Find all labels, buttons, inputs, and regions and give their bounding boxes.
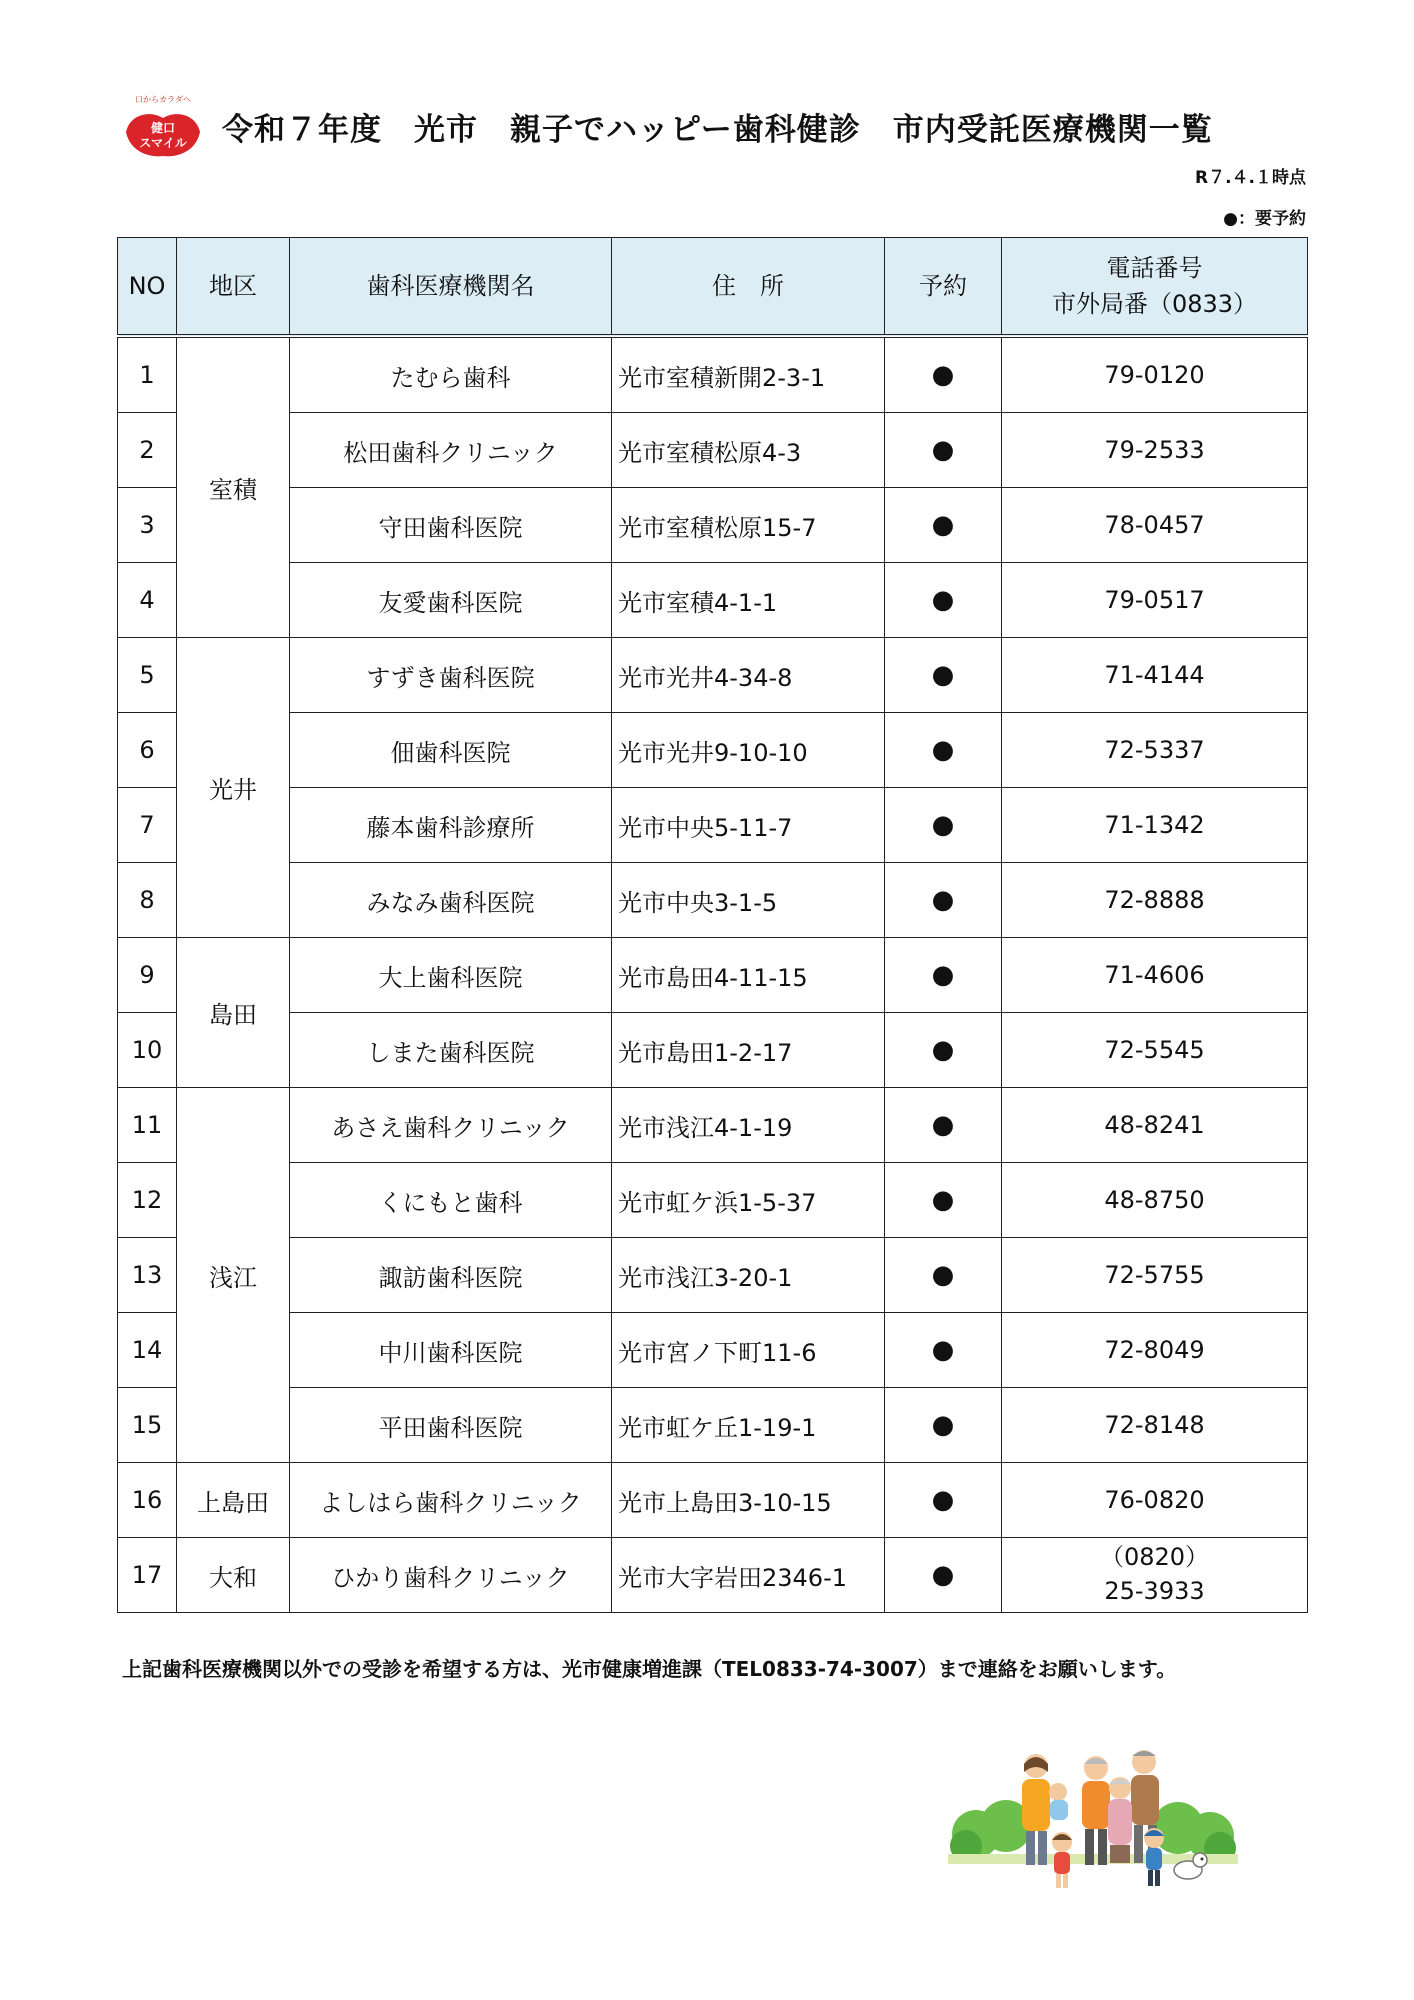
clinic-address: 光市上島田3-10-15 (612, 1463, 885, 1538)
clinic-name: 中川歯科医院 (290, 1313, 612, 1388)
header-address: 住 所 (612, 238, 885, 337)
clinic-phone: 71-4144 (1002, 638, 1308, 713)
row-no: 10 (118, 1013, 177, 1088)
clinic-address: 光市浅江3-20-1 (612, 1238, 885, 1313)
clinic-name: 松田歯科クリニック (290, 413, 612, 488)
clinic-phone: 78-0457 (1002, 488, 1308, 563)
table-row (118, 713, 1308, 788)
reservation-mark: ● (885, 1238, 1002, 1313)
clinic-name: すずき歯科医院 (290, 638, 612, 713)
header-phone-line1: 電話番号 (1106, 254, 1203, 282)
reservation-mark: ● (885, 938, 1002, 1013)
row-no: 4 (118, 563, 177, 638)
phone-area-code: （0820） (1099, 1543, 1210, 1572)
header-name: 歯科医療機関名 (290, 238, 612, 337)
table-row (118, 1463, 1308, 1538)
table-row (118, 1238, 1308, 1313)
table-row (118, 563, 1308, 638)
row-no: 2 (118, 413, 177, 488)
contact-note: 上記歯科医療機関以外での受診を希望する方は、光市健康増進課（TEL0833-74-3007）まで連絡をお願いします。 (122, 1657, 1177, 1681)
clinic-phone: 72-5337 (1002, 713, 1308, 788)
row-no: 12 (118, 1163, 177, 1238)
row-no: 9 (118, 938, 177, 1013)
logo-tagline: 口からカラダへ (135, 95, 191, 104)
header-district: 地区 (177, 238, 290, 337)
row-no: 6 (118, 713, 177, 788)
phone-number: 25-3933 (1104, 1577, 1205, 1605)
clinic-phone: 72-8148 (1002, 1388, 1308, 1463)
district-cell: 室積 (177, 336, 290, 638)
reservation-mark: ● (885, 1313, 1002, 1388)
table-row (118, 938, 1308, 1013)
reservation-mark: ● (885, 488, 1002, 563)
clinic-phone: 72-5755 (1002, 1238, 1308, 1313)
clinic-name: 友愛歯科医院 (290, 563, 612, 638)
clinic-address: 光市中央3-1-5 (612, 863, 885, 938)
clinic-phone: 79-0120 (1002, 336, 1308, 413)
reservation-mark: ● (885, 713, 1002, 788)
clinic-address: 光市室積松原15-7 (612, 488, 885, 563)
table-row (118, 1163, 1308, 1238)
clinic-name: 藤本歯科診療所 (290, 788, 612, 863)
table-row (118, 1388, 1308, 1463)
clinic-phone: 79-0517 (1002, 563, 1308, 638)
clinic-address: 光市虹ケ浜1-5-37 (612, 1163, 885, 1238)
table-row (118, 336, 1308, 413)
clinic-address: 光市室積新開2-3-1 (612, 336, 885, 413)
reservation-mark: ● (885, 863, 1002, 938)
clinic-phone: 48-8750 (1002, 1163, 1308, 1238)
clinic-name: ひかり歯科クリニック (290, 1538, 612, 1613)
row-no: 3 (118, 488, 177, 563)
clinic-name: くにもと歯科 (290, 1163, 612, 1238)
row-no: 16 (118, 1463, 177, 1538)
table-row (118, 1313, 1308, 1388)
district-cell: 大和 (177, 1538, 290, 1613)
table-row (118, 788, 1308, 863)
clinic-name: みなみ歯科医院 (290, 863, 612, 938)
page-title: 令和７年度 光市 親子でハッピー歯科健診 市内受託医療機関一覧 (222, 112, 1213, 148)
table-row (118, 413, 1308, 488)
reservation-mark: ● (885, 788, 1002, 863)
clinic-address: 光市室積4-1-1 (612, 563, 885, 638)
clinic-address: 光市中央5-11-7 (612, 788, 885, 863)
clinic-name: 守田歯科医院 (290, 488, 612, 563)
row-no: 17 (118, 1538, 177, 1613)
district-cell: 島田 (177, 938, 290, 1088)
table-row (118, 638, 1308, 713)
clinic-address: 光市浅江4-1-19 (612, 1088, 885, 1163)
row-no: 1 (118, 336, 177, 413)
clinic-address: 光市島田4-11-15 (612, 938, 885, 1013)
row-no: 5 (118, 638, 177, 713)
reservation-mark: ● (885, 1463, 1002, 1538)
table-header-row (118, 238, 1308, 337)
clinic-address: 光市室積松原4-3 (612, 413, 885, 488)
reservation-mark: ● (885, 1163, 1002, 1238)
clinic-name: 佃歯科医院 (290, 713, 612, 788)
row-no: 14 (118, 1313, 177, 1388)
clinic-name: 諏訪歯科医院 (290, 1238, 612, 1313)
reservation-mark: ● (885, 638, 1002, 713)
row-no: 7 (118, 788, 177, 863)
clinic-phone (1002, 1538, 1308, 1613)
clinic-name: よしはら歯科クリニック (290, 1463, 612, 1538)
header-phone (1002, 238, 1308, 337)
table-row (118, 1538, 1308, 1613)
clinic-name: 平田歯科医院 (290, 1388, 612, 1463)
table-row (118, 488, 1308, 563)
reservation-mark: ● (885, 1538, 1002, 1613)
header-no: NO (118, 238, 177, 337)
logo-text-bottom: スマイル (139, 136, 187, 150)
reservation-mark: ● (885, 1013, 1002, 1088)
clinic-phone: 71-4606 (1002, 938, 1308, 1013)
district-cell: 光井 (177, 638, 290, 938)
clinic-name: あさえ歯科クリニック (290, 1088, 612, 1163)
clinic-address: 光市宮ノ下町11-6 (612, 1313, 885, 1388)
clinic-phone: 71-1342 (1002, 788, 1308, 863)
table-row (118, 1088, 1308, 1163)
clinic-address: 光市虹ケ丘1-19-1 (612, 1388, 885, 1463)
row-no: 15 (118, 1388, 177, 1463)
clinic-name: たむら歯科 (290, 336, 612, 413)
clinic-name: しまた歯科医院 (290, 1013, 612, 1088)
as-of-date: R７.４.１時点 (1194, 168, 1306, 188)
reservation-mark: ● (885, 563, 1002, 638)
clinic-phone: 72-5545 (1002, 1013, 1308, 1088)
row-no: 11 (118, 1088, 177, 1163)
clinic-phone: 72-8888 (1002, 863, 1308, 938)
clinic-address: 光市島田1-2-17 (612, 1013, 885, 1088)
clinic-address: 光市大字岩田2346-1 (612, 1538, 885, 1613)
clinic-address: 光市光井9-10-10 (612, 713, 885, 788)
clinic-name: 大上歯科医院 (290, 938, 612, 1013)
reservation-mark: ● (885, 336, 1002, 413)
clinic-phone: 72-8049 (1002, 1313, 1308, 1388)
reservation-legend: ●：要予約 (1223, 209, 1306, 229)
clinic-phone: 79-2533 (1002, 413, 1308, 488)
district-cell: 浅江 (177, 1088, 290, 1463)
header-phone-line2: 市外局番（0833） (1051, 290, 1258, 318)
logo-text-top: 健口 (150, 121, 176, 135)
header-reservation: 予約 (885, 238, 1002, 337)
district-cell: 上島田 (177, 1463, 290, 1538)
table-row (118, 1013, 1308, 1088)
row-no: 13 (118, 1238, 177, 1313)
clinic-address: 光市光井4-34-8 (612, 638, 885, 713)
clinic-phone: 76-0820 (1002, 1463, 1308, 1538)
clinic-phone: 48-8241 (1002, 1088, 1308, 1163)
reservation-mark: ● (885, 413, 1002, 488)
reservation-mark: ● (885, 1388, 1002, 1463)
reservation-mark: ● (885, 1088, 1002, 1163)
row-no: 8 (118, 863, 177, 938)
family-illustration (948, 1742, 1238, 1902)
kenko-smile-logo (120, 92, 206, 162)
table-row (118, 863, 1308, 938)
clinic-table (117, 237, 1308, 1613)
